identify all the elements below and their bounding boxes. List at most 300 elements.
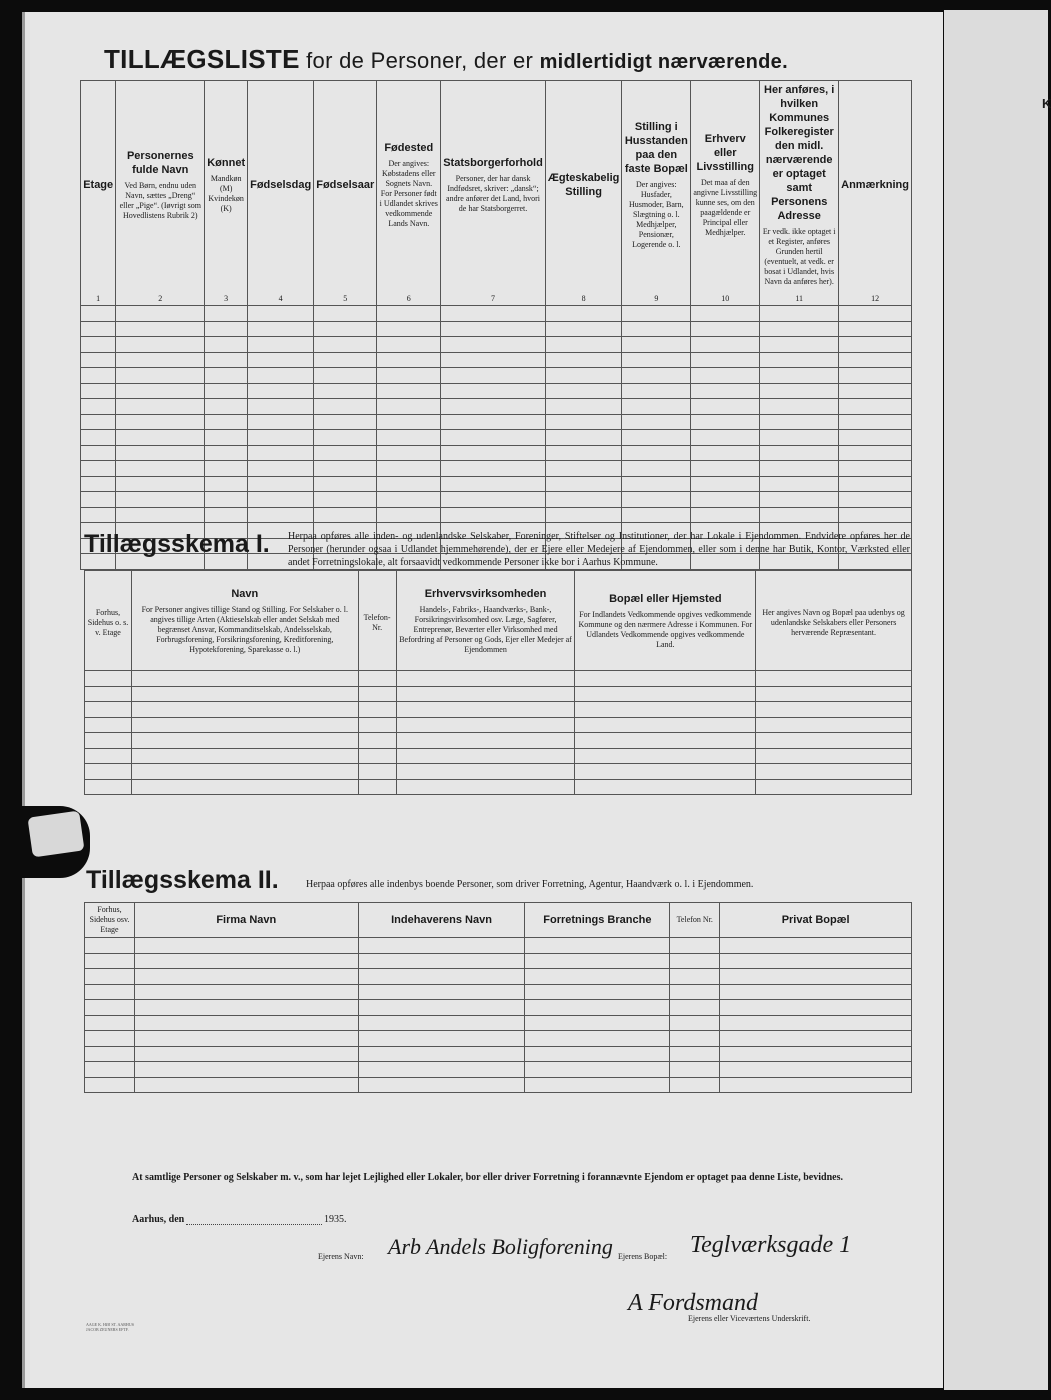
list-cell[interactable] [839, 461, 912, 477]
skema1-cell[interactable] [85, 702, 132, 718]
list-cell[interactable] [116, 383, 205, 399]
skema2-cell[interactable] [525, 1015, 670, 1031]
skema2-cell[interactable] [134, 969, 358, 985]
list-row [81, 306, 912, 322]
skema2-cell[interactable] [670, 1062, 720, 1078]
list-cell[interactable] [81, 321, 116, 337]
skema1-cell[interactable] [85, 717, 132, 733]
list-cell[interactable] [248, 414, 314, 430]
list-cell[interactable] [839, 476, 912, 492]
list-cell[interactable] [81, 445, 116, 461]
list-cell[interactable] [760, 492, 839, 508]
skema1-cell[interactable] [358, 748, 396, 764]
list-cell[interactable] [545, 321, 622, 337]
skema1-cell[interactable] [396, 779, 575, 795]
list-cell[interactable] [691, 430, 760, 446]
list-cell[interactable] [622, 337, 691, 353]
list-cell[interactable] [116, 337, 205, 353]
skema1-cell[interactable] [756, 717, 912, 733]
list-cell[interactable] [81, 383, 116, 399]
list-cell[interactable] [248, 383, 314, 399]
list-cell[interactable] [116, 492, 205, 508]
skema1-header-row [85, 571, 912, 671]
list-cell[interactable] [691, 352, 760, 368]
skema2-cell[interactable] [85, 969, 135, 985]
list-cell[interactable] [248, 399, 314, 415]
skema2-cell[interactable] [85, 938, 135, 954]
list-cell[interactable] [116, 321, 205, 337]
list-cell[interactable] [441, 476, 546, 492]
list-col-9 [622, 81, 691, 290]
list-cell[interactable] [248, 306, 314, 322]
list-cell[interactable] [839, 368, 912, 384]
list-cell[interactable] [377, 368, 441, 384]
skema1-cell[interactable] [396, 764, 575, 780]
skema2-cell[interactable] [358, 1062, 525, 1078]
list-cell[interactable] [441, 306, 546, 322]
list-cell[interactable] [116, 476, 205, 492]
skema1-row [85, 733, 912, 749]
list-cell[interactable] [691, 383, 760, 399]
list-cell[interactable] [691, 492, 760, 508]
skema1-cell[interactable] [85, 779, 132, 795]
list-cell[interactable] [691, 461, 760, 477]
list-cell[interactable] [314, 321, 377, 337]
skema2-cell[interactable] [134, 953, 358, 969]
list-cell[interactable] [441, 430, 546, 446]
list-cell[interactable] [377, 476, 441, 492]
list-cell[interactable] [314, 383, 377, 399]
list-col-12 [839, 81, 912, 290]
skema1-cell[interactable] [575, 733, 756, 749]
skema1-cell[interactable] [396, 733, 575, 749]
skema2-cell[interactable] [525, 969, 670, 985]
skema1-cell[interactable] [756, 779, 912, 795]
skema2-cell[interactable] [134, 984, 358, 1000]
list-cell[interactable] [545, 352, 622, 368]
skema2-cell[interactable] [720, 984, 912, 1000]
skema1-cell[interactable] [575, 671, 756, 687]
list-cell[interactable] [691, 507, 760, 523]
list-cell[interactable] [248, 476, 314, 492]
skema2-cell[interactable] [720, 1077, 912, 1093]
skema1-cell[interactable] [396, 671, 575, 687]
list-cell[interactable] [377, 507, 441, 523]
list-col-number: 8 [545, 289, 622, 306]
list-cell[interactable] [81, 337, 116, 353]
list-col-4 [248, 81, 314, 290]
list-cell[interactable] [839, 430, 912, 446]
skema2-row [85, 1000, 912, 1016]
skema1-cell[interactable] [358, 702, 396, 718]
skema2-cell[interactable] [720, 969, 912, 985]
skema2-cell[interactable] [525, 938, 670, 954]
skema2-cell[interactable] [670, 1046, 720, 1062]
list-cell[interactable] [622, 414, 691, 430]
skema2-cell[interactable] [134, 1062, 358, 1078]
skema1-cell[interactable] [131, 717, 358, 733]
list-cell[interactable] [377, 306, 441, 322]
list-cell[interactable] [441, 461, 546, 477]
list-cell[interactable] [691, 414, 760, 430]
skema1-cell[interactable] [85, 671, 132, 687]
skema2-cell[interactable] [85, 1062, 135, 1078]
list-cell[interactable] [839, 445, 912, 461]
list-cell[interactable] [116, 399, 205, 415]
list-cell[interactable] [691, 476, 760, 492]
list-cell[interactable] [622, 430, 691, 446]
list-cell[interactable] [116, 507, 205, 523]
list-number-row [81, 289, 912, 306]
list-cell[interactable] [545, 445, 622, 461]
list-row [81, 430, 912, 446]
skema2-cell[interactable] [358, 1046, 525, 1062]
list-cell[interactable] [545, 476, 622, 492]
skema2-cell[interactable] [670, 984, 720, 1000]
list-cell[interactable] [760, 461, 839, 477]
skema1-cell[interactable] [575, 748, 756, 764]
skema2-cell[interactable] [358, 1000, 525, 1016]
skema2-cell[interactable] [720, 1000, 912, 1016]
list-cell[interactable] [839, 337, 912, 353]
list-cell[interactable] [760, 321, 839, 337]
list-cell[interactable] [205, 476, 248, 492]
list-cell[interactable] [248, 461, 314, 477]
list-cell[interactable] [760, 399, 839, 415]
list-cell[interactable] [377, 461, 441, 477]
list-cell[interactable] [314, 507, 377, 523]
list-cell[interactable] [691, 321, 760, 337]
skema1-cell[interactable] [85, 733, 132, 749]
skema2-cell[interactable] [358, 1077, 525, 1093]
list-cell[interactable] [760, 414, 839, 430]
skema1-cell[interactable] [131, 702, 358, 718]
list-cell[interactable] [545, 430, 622, 446]
skema2-cell[interactable] [525, 953, 670, 969]
skema1-cell[interactable] [756, 671, 912, 687]
list-cell[interactable] [545, 337, 622, 353]
skema2-cell[interactable] [525, 1000, 670, 1016]
list-cell[interactable] [622, 368, 691, 384]
skema2-cell[interactable] [134, 1000, 358, 1016]
skema2-cell[interactable] [134, 938, 358, 954]
list-cell[interactable] [545, 399, 622, 415]
list-cell[interactable] [622, 507, 691, 523]
skema2-cell[interactable] [720, 938, 912, 954]
list-col-number: 10 [691, 289, 760, 306]
list-cell[interactable] [248, 337, 314, 353]
skema2-cell[interactable] [720, 953, 912, 969]
skema1-cell[interactable] [85, 748, 132, 764]
list-col-8 [545, 81, 622, 290]
skema1-cell[interactable] [358, 717, 396, 733]
list-cell[interactable] [760, 368, 839, 384]
list-cell[interactable] [116, 368, 205, 384]
skema2-cell[interactable] [670, 1031, 720, 1047]
list-cell[interactable] [760, 476, 839, 492]
list-cell[interactable] [205, 414, 248, 430]
list-cell[interactable] [760, 337, 839, 353]
skema1-cell[interactable] [85, 764, 132, 780]
list-col-3 [205, 81, 248, 290]
skema2-col-6: Privat Bopæl [720, 903, 912, 938]
skema1-cell[interactable] [358, 779, 396, 795]
skema2-cell[interactable] [85, 1015, 135, 1031]
skema2-cell[interactable] [525, 1031, 670, 1047]
list-cell[interactable] [622, 399, 691, 415]
skema1-cell[interactable] [396, 748, 575, 764]
list-cell[interactable] [205, 445, 248, 461]
list-cell[interactable] [691, 337, 760, 353]
list-cell[interactable] [314, 414, 377, 430]
skema2-cell[interactable] [720, 1062, 912, 1078]
list-cell[interactable] [622, 306, 691, 322]
list-cell[interactable] [441, 414, 546, 430]
skema1-cell[interactable] [756, 733, 912, 749]
skema1-cell[interactable] [575, 717, 756, 733]
skema1-cell[interactable] [756, 702, 912, 718]
list-cell[interactable] [622, 476, 691, 492]
skema2-cell[interactable] [720, 1031, 912, 1047]
list-cell[interactable] [760, 445, 839, 461]
skema2-cell[interactable] [358, 1015, 525, 1031]
skema2-cell[interactable] [670, 1015, 720, 1031]
list-col-10-title: Erhverv eller Livsstilling [696, 133, 754, 173]
skema2-cell[interactable] [358, 938, 525, 954]
list-cell[interactable] [116, 352, 205, 368]
list-cell[interactable] [839, 352, 912, 368]
list-cell[interactable] [839, 507, 912, 523]
skema2-cell[interactable] [670, 938, 720, 954]
list-cell[interactable] [622, 461, 691, 477]
list-cell[interactable] [314, 492, 377, 508]
skema1-cell[interactable] [575, 779, 756, 795]
skema1-cell[interactable] [358, 764, 396, 780]
list-cell[interactable] [81, 476, 116, 492]
list-cell[interactable] [622, 445, 691, 461]
list-cell[interactable] [839, 414, 912, 430]
list-cell[interactable] [205, 306, 248, 322]
list-cell[interactable] [205, 352, 248, 368]
list-cell[interactable] [545, 306, 622, 322]
list-col-number: 11 [760, 289, 839, 306]
list-cell[interactable] [839, 399, 912, 415]
skema2-cell[interactable] [358, 1031, 525, 1047]
list-cell[interactable] [205, 399, 248, 415]
list-cell[interactable] [205, 321, 248, 337]
list-cell[interactable] [205, 337, 248, 353]
list-cell[interactable] [377, 445, 441, 461]
list-cell[interactable] [205, 383, 248, 399]
list-cell[interactable] [248, 445, 314, 461]
skema1-cell[interactable] [396, 702, 575, 718]
adjacent-page: K [944, 10, 1048, 1390]
skema1-col-1-note: Forhus, Sidehus o. s. v. Etage [87, 607, 129, 637]
list-cell[interactable] [760, 306, 839, 322]
skema1-cell[interactable] [131, 671, 358, 687]
skema1-cell[interactable] [131, 686, 358, 702]
skema2-cell[interactable] [85, 953, 135, 969]
list-cell[interactable] [314, 306, 377, 322]
list-cell[interactable] [314, 430, 377, 446]
list-cell[interactable] [545, 368, 622, 384]
list-cell[interactable] [839, 383, 912, 399]
list-cell[interactable] [622, 321, 691, 337]
list-cell[interactable] [81, 492, 116, 508]
list-cell[interactable] [248, 321, 314, 337]
list-cell[interactable] [116, 445, 205, 461]
skema2-cell[interactable] [85, 1031, 135, 1047]
list-cell[interactable] [441, 399, 546, 415]
list-cell[interactable] [314, 476, 377, 492]
skema2-cell[interactable] [670, 1000, 720, 1016]
list-cell[interactable] [81, 414, 116, 430]
list-cell[interactable] [81, 368, 116, 384]
list-col-2-title: Personernes fulde Navn [126, 150, 194, 176]
list-cell[interactable] [377, 430, 441, 446]
list-cell[interactable] [545, 492, 622, 508]
list-cell[interactable] [441, 445, 546, 461]
skema2-cell[interactable] [134, 1046, 358, 1062]
list-cell[interactable] [377, 337, 441, 353]
list-cell[interactable] [839, 321, 912, 337]
list-cell[interactable] [248, 352, 314, 368]
skema2-cell[interactable] [85, 984, 135, 1000]
list-cell[interactable] [545, 507, 622, 523]
list-cell[interactable] [81, 352, 116, 368]
skema2-cell[interactable] [525, 984, 670, 1000]
skema1-cell[interactable] [131, 764, 358, 780]
skema1-cell[interactable] [358, 733, 396, 749]
list-cell[interactable] [377, 352, 441, 368]
list-cell[interactable] [314, 337, 377, 353]
list-cell[interactable] [691, 445, 760, 461]
list-cell[interactable] [441, 507, 546, 523]
skema2-cell[interactable] [358, 953, 525, 969]
skema1-cell[interactable] [131, 733, 358, 749]
skema2-cell[interactable] [525, 1046, 670, 1062]
skema2-cell[interactable] [358, 984, 525, 1000]
list-cell[interactable] [377, 492, 441, 508]
list-cell[interactable] [314, 461, 377, 477]
list-cell[interactable] [205, 492, 248, 508]
list-cell[interactable] [205, 461, 248, 477]
skema2-cell[interactable] [720, 1015, 912, 1031]
skema1-cell[interactable] [756, 748, 912, 764]
list-cell[interactable] [441, 383, 546, 399]
list-cell[interactable] [248, 368, 314, 384]
list-cell[interactable] [545, 383, 622, 399]
list-cell[interactable] [205, 507, 248, 523]
skema1-cell[interactable] [575, 764, 756, 780]
skema2-cell[interactable] [670, 1077, 720, 1093]
skema2-cell[interactable] [85, 1077, 135, 1093]
list-cell[interactable] [81, 399, 116, 415]
list-cell[interactable] [622, 352, 691, 368]
list-cell[interactable] [377, 399, 441, 415]
skema1-cell[interactable] [396, 717, 575, 733]
skema2-cell[interactable] [85, 1046, 135, 1062]
list-cell[interactable] [839, 306, 912, 322]
list-cell[interactable] [314, 352, 377, 368]
skema1-cell[interactable] [756, 686, 912, 702]
skema2-row [85, 938, 912, 954]
list-cell[interactable] [116, 430, 205, 446]
list-cell[interactable] [691, 399, 760, 415]
list-cell[interactable] [314, 368, 377, 384]
skema1-cell[interactable] [358, 686, 396, 702]
list-cell[interactable] [691, 368, 760, 384]
skema1-cell[interactable] [756, 764, 912, 780]
list-cell[interactable] [377, 414, 441, 430]
list-cell[interactable] [622, 383, 691, 399]
list-cell[interactable] [545, 414, 622, 430]
skema2-row [85, 953, 912, 969]
list-cell[interactable] [205, 368, 248, 384]
skema1-cell[interactable] [131, 748, 358, 764]
list-cell[interactable] [205, 430, 248, 446]
list-cell[interactable] [441, 321, 546, 337]
skema2-cell[interactable] [525, 1077, 670, 1093]
list-cell[interactable] [81, 306, 116, 322]
list-cell[interactable] [248, 507, 314, 523]
list-cell[interactable] [545, 461, 622, 477]
list-cell[interactable] [760, 507, 839, 523]
skema2-cell[interactable] [134, 1015, 358, 1031]
skema2-cell[interactable] [134, 1077, 358, 1093]
skema2-cell[interactable] [670, 969, 720, 985]
list-cell[interactable] [377, 383, 441, 399]
list-cell[interactable] [116, 461, 205, 477]
skema2-cell[interactable] [85, 1000, 135, 1016]
list-cell[interactable] [248, 430, 314, 446]
skema1-cell[interactable] [131, 779, 358, 795]
list-cell[interactable] [248, 492, 314, 508]
list-col-number: 3 [205, 289, 248, 306]
skema1-cell[interactable] [358, 671, 396, 687]
list-cell[interactable] [622, 492, 691, 508]
skema2-cell[interactable] [525, 1062, 670, 1078]
skema1-cell[interactable] [575, 686, 756, 702]
skema2-cell[interactable] [720, 1046, 912, 1062]
list-cell[interactable] [81, 461, 116, 477]
list-cell[interactable] [116, 306, 205, 322]
skema1-col-3 [358, 571, 396, 671]
list-cell[interactable] [760, 430, 839, 446]
list-cell[interactable] [116, 414, 205, 430]
list-cell[interactable] [314, 399, 377, 415]
list-cell[interactable] [839, 492, 912, 508]
list-cell[interactable] [441, 352, 546, 368]
skema1-cell[interactable] [396, 686, 575, 702]
list-cell[interactable] [441, 492, 546, 508]
list-cell[interactable] [691, 306, 760, 322]
skema2-cell[interactable] [670, 953, 720, 969]
list-cell[interactable] [760, 352, 839, 368]
list-cell[interactable] [760, 383, 839, 399]
list-cell[interactable] [441, 337, 546, 353]
list-cell[interactable] [314, 445, 377, 461]
list-cell[interactable] [441, 368, 546, 384]
list-cell[interactable] [81, 507, 116, 523]
skema1-cell[interactable] [575, 702, 756, 718]
list-cell[interactable] [377, 321, 441, 337]
skema1-cell[interactable] [85, 686, 132, 702]
skema2-cell[interactable] [134, 1031, 358, 1047]
list-col-7 [441, 81, 546, 290]
skema2-cell[interactable] [358, 969, 525, 985]
list-cell[interactable] [81, 430, 116, 446]
